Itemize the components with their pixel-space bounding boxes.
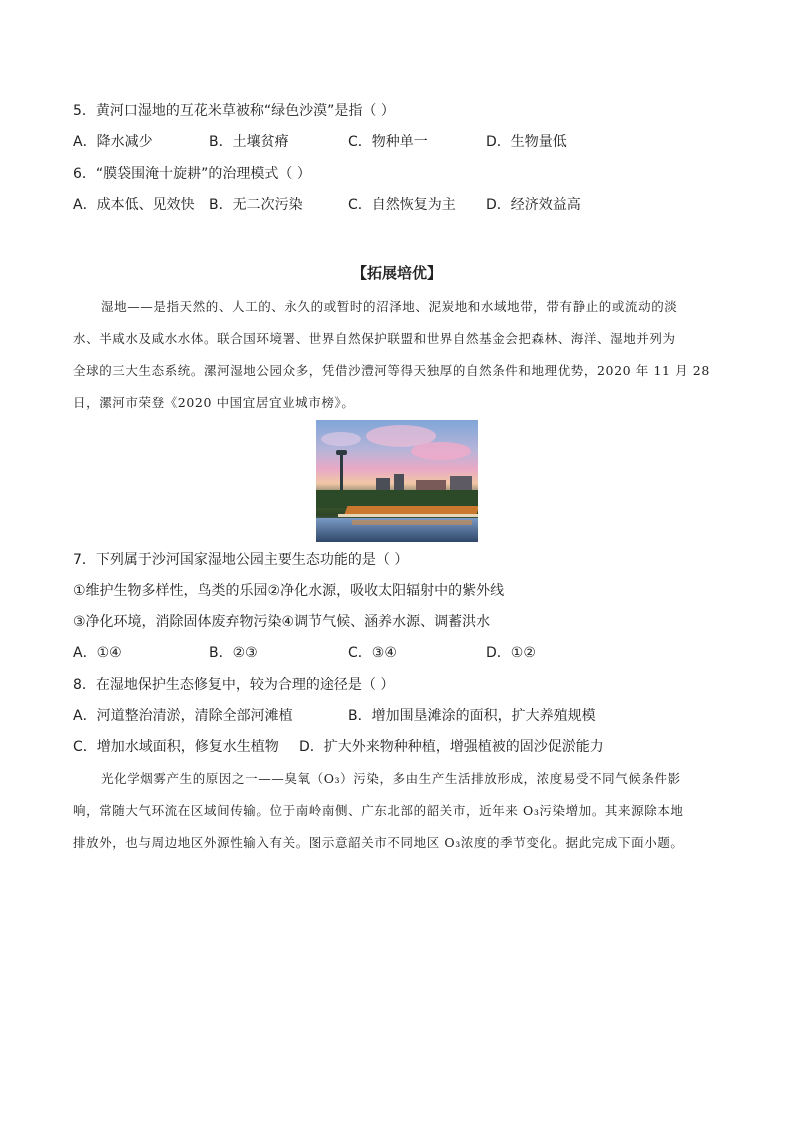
q7-items-line-1: ①维护生物多样性，鸟类的乐园②净化水源，吸收太阳辐射中的紫外线 bbox=[73, 583, 505, 599]
q5-option-b: B．土壤贫瘠 bbox=[209, 134, 289, 150]
q6-option-b: B．无二次污染 bbox=[209, 197, 303, 213]
section-heading: 【拓展培优】 bbox=[351, 264, 442, 282]
passage2-line-1: 光化学烟雾产生的原因之一——臭氧（O₃）污染，多由生产生活排放形成，浓度易受不同气候条件影 bbox=[101, 771, 681, 786]
q5-option-c: C．物种单一 bbox=[348, 134, 428, 150]
passage1-line-4: 日，漯河市荣登《2020 中国宜居宜业城市榜》。 bbox=[73, 395, 355, 410]
q7-option-c: C．③④ bbox=[348, 645, 397, 661]
q7-option-d: D．①② bbox=[486, 645, 536, 661]
q5-option-a: A．降水减少 bbox=[73, 134, 153, 150]
q5-option-d: D．生物量低 bbox=[486, 134, 567, 150]
q7-stem: 7．下列属于沙河国家湿地公园主要生态功能的是（ ） bbox=[73, 552, 409, 568]
passage2-line-3: 排放外，也与周边地区外源性输入有关。图示意韶关市不同地区 O₃浓度的季节变化。据此完成下面小题。 bbox=[73, 835, 684, 850]
q6-option-a: A．成本低、见效快 bbox=[73, 197, 195, 213]
q8-option-b: B．增加围垦滩涂的面积，扩大养殖规模 bbox=[348, 708, 596, 724]
q5-stem: 5．黄河口湿地的互花米草被称“绿色沙漠”是指（ ） bbox=[73, 103, 395, 119]
q8-option-d: D．扩大外来物种种植，增强植被的固沙促淤能力 bbox=[299, 739, 604, 755]
q7-option-b: B．②③ bbox=[209, 645, 258, 661]
wetland-park-photo bbox=[316, 420, 478, 542]
q8-option-c: C．增加水域面积，修复水生植物 bbox=[73, 739, 279, 755]
q8-option-a: A．河道整治清淤，清除全部河滩植 bbox=[73, 708, 293, 724]
q7-option-a: A．①④ bbox=[73, 645, 122, 661]
q7-items-line-2: ③净化环境，消除固体废弃物污染④调节气候、涵养水源、调蓄洪水 bbox=[73, 614, 491, 630]
passage2-line-2: 响，常随大气环流在区域间传输。位于南岭南侧、广东北部的韶关市，近年来 O₃污染增加。其来源除本地 bbox=[73, 803, 684, 818]
q8-stem: 8．在湿地保护生态修复中，较为合理的途径是（ ） bbox=[73, 677, 395, 693]
passage1-line-1: 湿地——是指天然的、人工的、永久的或暂时的沼泽地、泥炭地和水域地带，带有静止的或流动的淡 bbox=[101, 299, 678, 314]
passage1-line-2: 水、半咸水及咸水水体。联合国环境署、世界自然保护联盟和世界自然基金会把森林、海洋、湿地并列为 bbox=[73, 331, 676, 346]
passage1-line-3: 全球的三大生态系统。漯河湿地公园众多，凭借沙澧河等得天独厚的自然条件和地理优势，2020 年 11 月 28 bbox=[73, 363, 710, 378]
q6-stem: 6．“膜袋围淹十旋耕”的治理模式（ ） bbox=[73, 166, 311, 182]
q6-option-d: D．经济效益高 bbox=[486, 197, 581, 213]
q6-option-c: C．自然恢复为主 bbox=[348, 197, 456, 213]
